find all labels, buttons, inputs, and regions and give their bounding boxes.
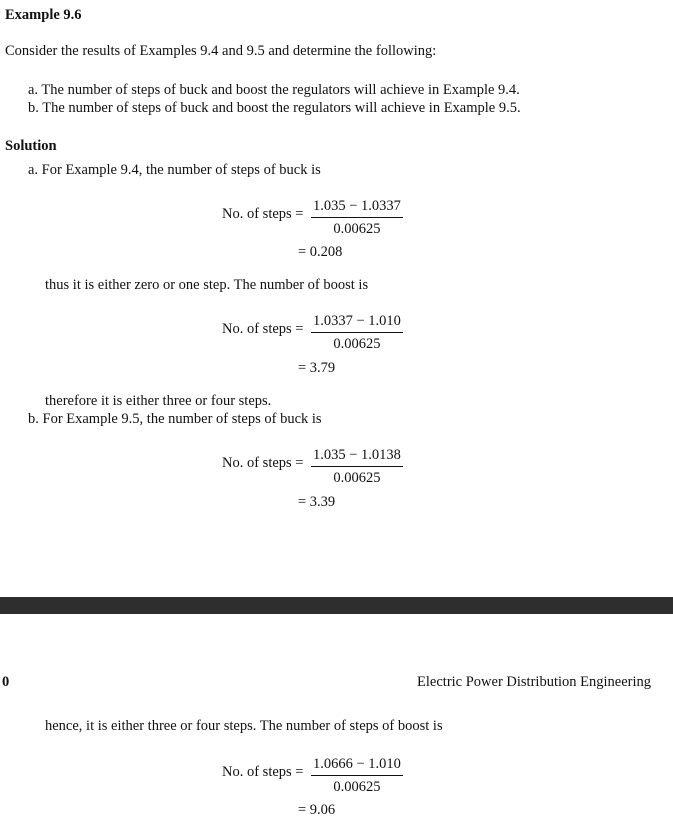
page-number: 0 bbox=[2, 674, 10, 690]
solution-heading: Solution bbox=[5, 138, 57, 154]
equation-result: = 3.39 bbox=[298, 494, 336, 510]
solution-b-intro: b. For Example 9.5, the number of steps of buck is bbox=[28, 411, 322, 427]
equation-lhs: No. of steps = bbox=[222, 764, 304, 780]
equation-result: = 3.79 bbox=[298, 360, 336, 376]
solution-text-3: hence, it is either three or four steps. The number of steps of boost is bbox=[45, 718, 443, 734]
fraction bbox=[311, 756, 403, 796]
fraction bbox=[311, 313, 403, 353]
solution-a-intro: a. For Example 9.4, the number of steps of buck is bbox=[28, 162, 321, 178]
fraction-numerator: 1.0337 − 1.010 bbox=[311, 313, 403, 333]
fraction-denominator: 0.00625 bbox=[333, 221, 381, 237]
equation-lhs: No. of steps = bbox=[222, 206, 304, 222]
fraction-numerator: 1.035 − 1.0138 bbox=[311, 447, 403, 467]
solution-text-2: therefore it is either three or four steps. bbox=[45, 393, 272, 409]
example-item-a: a. The number of steps of buck and boost the regulators will achieve in Example 9.4. bbox=[28, 82, 520, 98]
fraction bbox=[311, 447, 403, 487]
fraction bbox=[311, 198, 403, 238]
page-break-divider bbox=[0, 597, 673, 614]
fraction-denominator: 0.00625 bbox=[333, 779, 381, 795]
fraction-numerator: 1.0666 − 1.010 bbox=[311, 756, 403, 776]
equation-result: = 9.06 bbox=[298, 802, 336, 818]
equation-result: = 0.208 bbox=[298, 244, 343, 260]
running-head: Electric Power Distribution Engineering bbox=[417, 674, 651, 690]
example-intro: Consider the results of Examples 9.4 and 9.5 and determine the following: bbox=[5, 43, 437, 59]
solution-text-1: thus it is either zero or one step. The number of boost is bbox=[45, 277, 369, 293]
fraction-denominator: 0.00625 bbox=[333, 336, 381, 352]
fraction-denominator: 0.00625 bbox=[333, 470, 381, 486]
equation-lhs: No. of steps = bbox=[222, 321, 304, 337]
example-title: Example 9.6 bbox=[5, 7, 82, 23]
equation-lhs: No. of steps = bbox=[222, 455, 304, 471]
example-item-b: b. The number of steps of buck and boost the regulators will achieve in Example 9.5. bbox=[28, 100, 521, 116]
fraction-numerator: 1.035 − 1.0337 bbox=[311, 198, 403, 218]
